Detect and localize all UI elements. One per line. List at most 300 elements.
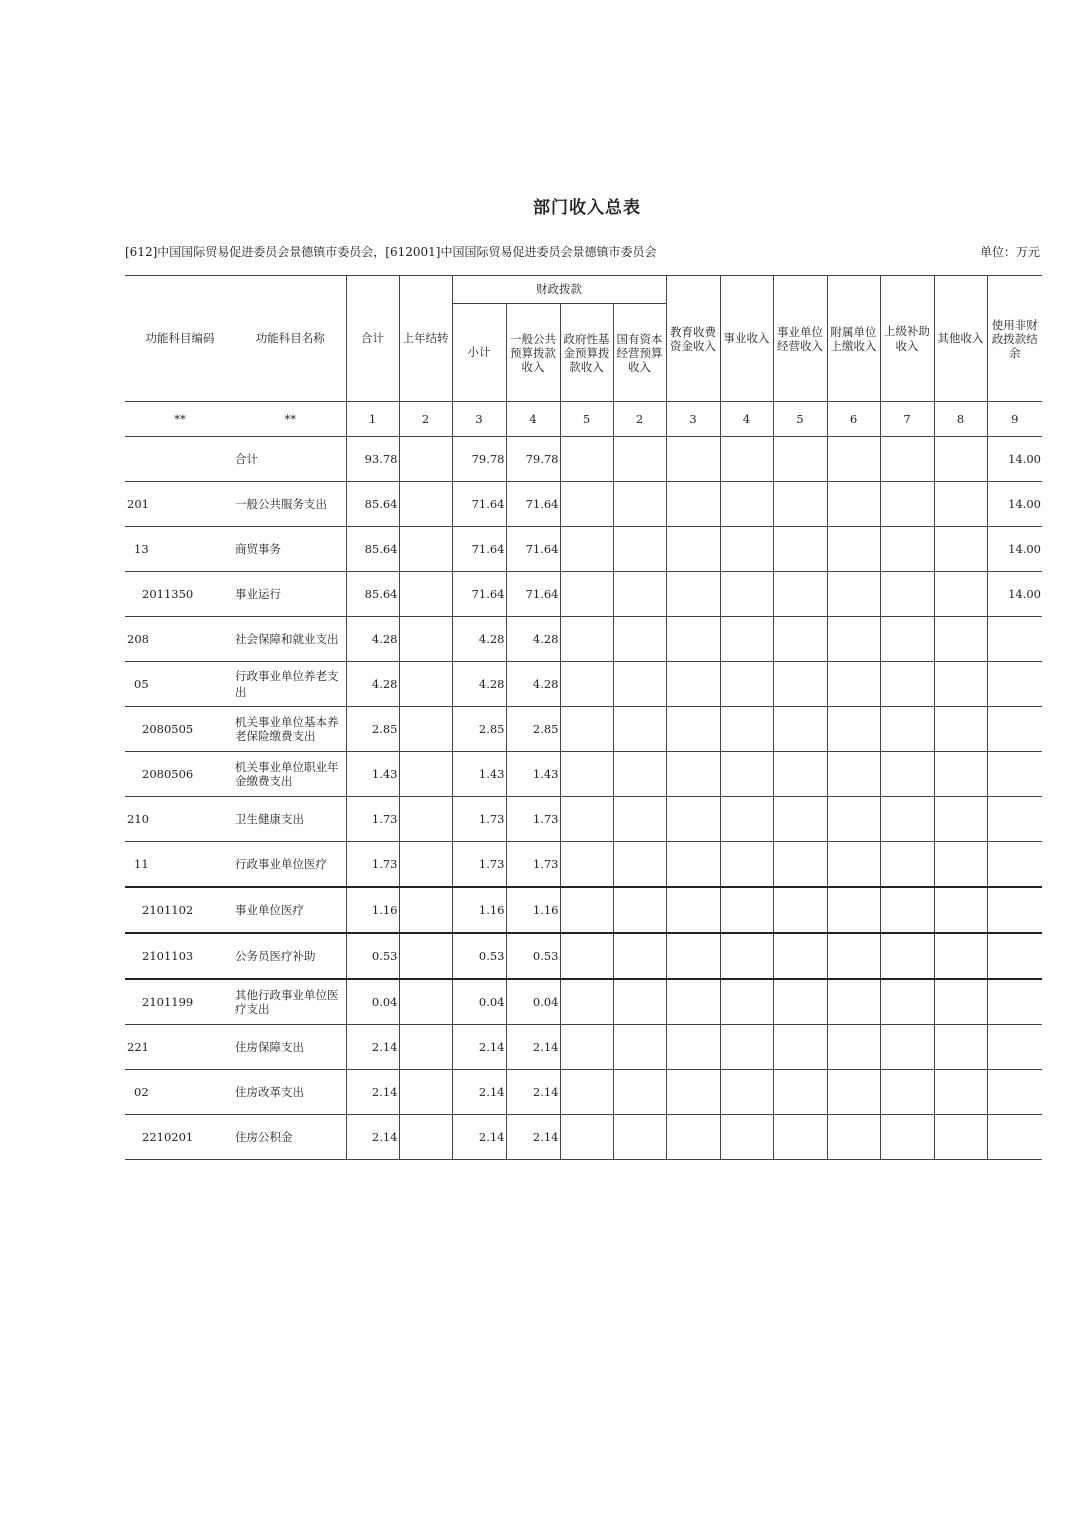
general-budget-cell-text: 1.43 bbox=[532, 767, 559, 781]
table-row bbox=[125, 752, 1042, 797]
gov-fund-cell bbox=[560, 842, 613, 888]
other-cell bbox=[934, 1070, 987, 1115]
business-income-cell bbox=[720, 1115, 773, 1160]
subtotal-cell-text: 1.16 bbox=[478, 903, 505, 917]
state-capital-cell bbox=[613, 572, 666, 617]
subordinate-cell bbox=[827, 437, 880, 482]
page-title: 部门收入总表 bbox=[533, 198, 641, 218]
name-cell-text: 机关事业单位基本养老保险缴费支出 bbox=[235, 715, 339, 743]
edu-fee-cell bbox=[666, 752, 720, 797]
general-budget-cell bbox=[506, 797, 560, 842]
header-general-budget bbox=[506, 304, 560, 402]
general-budget-cell bbox=[506, 887, 560, 933]
code-cell-text: 2011350 bbox=[142, 587, 194, 601]
carryover-cell bbox=[399, 842, 452, 888]
header-superior-subsidy: 上级补助收入 bbox=[880, 276, 934, 402]
general-budget-cell bbox=[506, 1115, 560, 1160]
general-budget-cell-text: 79.78 bbox=[525, 452, 559, 466]
header-edu-fee bbox=[666, 276, 720, 402]
header-subtotal: 小计 bbox=[452, 304, 506, 402]
business-income-cell bbox=[720, 572, 773, 617]
code-cell-text: 05 bbox=[134, 677, 149, 691]
carryover-cell bbox=[399, 707, 452, 752]
general-budget-cell-text: 4.28 bbox=[532, 677, 559, 691]
general-budget-cell bbox=[506, 617, 560, 662]
business-income-cell bbox=[720, 662, 773, 707]
carryover-cell bbox=[399, 797, 452, 842]
name-cell-text: 事业运行 bbox=[235, 587, 281, 601]
superior-subsidy-cell bbox=[880, 527, 934, 572]
name-cell bbox=[235, 933, 346, 979]
name-cell bbox=[235, 707, 346, 752]
subordinate-cell bbox=[827, 1070, 880, 1115]
data-rows bbox=[125, 437, 1042, 1160]
subordinate-cell bbox=[827, 662, 880, 707]
balance-cell bbox=[987, 662, 1042, 707]
header-total: 合计 bbox=[346, 276, 399, 402]
subtotal-cell-text: 2.85 bbox=[478, 722, 505, 736]
other-cell bbox=[934, 527, 987, 572]
business-operation-cell bbox=[773, 662, 827, 707]
business-operation-cell bbox=[773, 437, 827, 482]
code-cell bbox=[125, 572, 235, 617]
carryover-cell bbox=[399, 1070, 452, 1115]
index-cell: 4 bbox=[506, 402, 560, 437]
business-operation-cell bbox=[773, 527, 827, 572]
header-business-operation bbox=[773, 276, 827, 402]
balance-cell bbox=[987, 707, 1042, 752]
general-budget-cell bbox=[506, 572, 560, 617]
table-row bbox=[125, 797, 1042, 842]
name-cell bbox=[235, 1115, 346, 1160]
superior-subsidy-cell bbox=[880, 1115, 934, 1160]
code-cell bbox=[125, 437, 235, 482]
carryover-cell bbox=[399, 1115, 452, 1160]
subtotal-cell bbox=[452, 437, 506, 482]
general-budget-cell bbox=[506, 527, 560, 572]
gov-fund-cell bbox=[560, 1025, 613, 1070]
superior-subsidy-cell bbox=[880, 482, 934, 527]
subtotal-cell bbox=[452, 933, 506, 979]
table-row bbox=[125, 707, 1042, 752]
subordinate-cell bbox=[827, 933, 880, 979]
carryover-cell bbox=[399, 887, 452, 933]
subtotal-cell bbox=[452, 979, 506, 1025]
business-income-cell bbox=[720, 887, 773, 933]
general-budget-cell bbox=[506, 842, 560, 888]
name-cell-text: 行政事业单位养老支出 bbox=[235, 669, 339, 699]
total-cell-text: 1.43 bbox=[371, 767, 398, 781]
subordinate-cell bbox=[827, 572, 880, 617]
carryover-cell bbox=[399, 437, 452, 482]
total-cell bbox=[346, 527, 399, 572]
header-business-income: 事业收入 bbox=[720, 276, 773, 402]
other-cell bbox=[934, 617, 987, 662]
balance-cell bbox=[987, 527, 1042, 572]
total-cell-text: 1.73 bbox=[371, 812, 398, 826]
header-non-fiscal-balance bbox=[987, 276, 1042, 402]
state-capital-cell bbox=[613, 482, 666, 527]
code-cell-text: 2101102 bbox=[142, 903, 194, 917]
subtotal-cell-text: 71.64 bbox=[471, 497, 505, 511]
business-income-cell bbox=[720, 752, 773, 797]
superior-subsidy-cell bbox=[880, 797, 934, 842]
index-cell: 2 bbox=[399, 402, 452, 437]
table-row bbox=[125, 527, 1042, 572]
business-operation-cell bbox=[773, 617, 827, 662]
balance-cell-text: 14.00 bbox=[1008, 497, 1041, 511]
edu-fee-cell bbox=[666, 1115, 720, 1160]
edu-fee-cell bbox=[666, 797, 720, 842]
index-cell: 9 bbox=[987, 402, 1042, 437]
header-general-budget-text: 一般公共预算拨款收入 bbox=[510, 331, 556, 374]
other-cell bbox=[934, 482, 987, 527]
name-cell bbox=[235, 1025, 346, 1070]
balance-cell bbox=[987, 797, 1042, 842]
subordinate-cell bbox=[827, 1115, 880, 1160]
code-cell-text: 11 bbox=[134, 857, 149, 871]
total-cell bbox=[346, 662, 399, 707]
subordinate-cell bbox=[827, 887, 880, 933]
name-cell-text: 住房保障支出 bbox=[235, 1040, 304, 1054]
business-operation-cell bbox=[773, 797, 827, 842]
general-budget-cell-text: 1.73 bbox=[532, 812, 559, 826]
general-budget-cell bbox=[506, 1025, 560, 1070]
superior-subsidy-cell bbox=[880, 752, 934, 797]
edu-fee-cell bbox=[666, 979, 720, 1025]
index-cell: 6 bbox=[827, 402, 880, 437]
code-cell bbox=[125, 933, 235, 979]
index-cell: 5 bbox=[773, 402, 827, 437]
name-cell-text: 合计 bbox=[235, 452, 258, 466]
state-capital-cell bbox=[613, 887, 666, 933]
subtotal-cell-text: 0.53 bbox=[478, 949, 505, 963]
business-income-cell bbox=[720, 482, 773, 527]
header-other: 其他收入 bbox=[934, 276, 987, 402]
subordinate-cell bbox=[827, 752, 880, 797]
business-income-cell bbox=[720, 1070, 773, 1115]
state-capital-cell bbox=[613, 752, 666, 797]
other-cell bbox=[934, 887, 987, 933]
subtotal-cell bbox=[452, 1115, 506, 1160]
income-summary-table bbox=[125, 275, 1042, 1160]
header-business-operation-text: 事业单位经营收入 bbox=[777, 324, 823, 353]
code-cell-text: 221 bbox=[127, 1040, 149, 1054]
superior-subsidy-cell bbox=[880, 933, 934, 979]
business-income-cell bbox=[720, 979, 773, 1025]
name-cell bbox=[235, 572, 346, 617]
state-capital-cell bbox=[613, 1070, 666, 1115]
general-budget-cell bbox=[506, 707, 560, 752]
carryover-cell bbox=[399, 527, 452, 572]
balance-cell bbox=[987, 933, 1042, 979]
state-capital-cell bbox=[613, 933, 666, 979]
business-operation-cell bbox=[773, 482, 827, 527]
total-cell-text: 2.14 bbox=[371, 1040, 398, 1054]
index-cell: 5 bbox=[560, 402, 613, 437]
header-state-capital bbox=[613, 304, 666, 402]
carryover-cell bbox=[399, 572, 452, 617]
subordinate-cell bbox=[827, 1025, 880, 1070]
total-cell-text: 0.53 bbox=[371, 949, 398, 963]
subtotal-cell bbox=[452, 797, 506, 842]
other-cell bbox=[934, 437, 987, 482]
name-cell bbox=[235, 887, 346, 933]
general-budget-cell-text: 2.14 bbox=[532, 1085, 559, 1099]
general-budget-cell-text: 4.28 bbox=[532, 632, 559, 646]
gov-fund-cell bbox=[560, 797, 613, 842]
gov-fund-cell bbox=[560, 617, 613, 662]
other-cell bbox=[934, 752, 987, 797]
name-cell-text: 行政事业单位医疗 bbox=[235, 857, 327, 871]
total-cell bbox=[346, 437, 399, 482]
gov-fund-cell bbox=[560, 979, 613, 1025]
total-cell-text: 93.78 bbox=[364, 452, 398, 466]
index-cell: 4 bbox=[720, 402, 773, 437]
carryover-cell bbox=[399, 482, 452, 527]
business-income-cell bbox=[720, 437, 773, 482]
business-operation-cell bbox=[773, 1070, 827, 1115]
total-cell bbox=[346, 707, 399, 752]
business-income-cell bbox=[720, 933, 773, 979]
general-budget-cell-text: 71.64 bbox=[525, 497, 559, 511]
gov-fund-cell bbox=[560, 887, 613, 933]
general-budget-cell-text: 0.53 bbox=[532, 949, 559, 963]
state-capital-cell bbox=[613, 437, 666, 482]
edu-fee-cell bbox=[666, 527, 720, 572]
table-row bbox=[125, 842, 1042, 888]
edu-fee-cell bbox=[666, 842, 720, 888]
total-cell-text: 0.04 bbox=[371, 995, 398, 1009]
superior-subsidy-cell bbox=[880, 1025, 934, 1070]
table-row bbox=[125, 572, 1042, 617]
subtotal-cell bbox=[452, 482, 506, 527]
index-cell: ** bbox=[125, 402, 235, 437]
total-cell bbox=[346, 1025, 399, 1070]
total-cell bbox=[346, 1070, 399, 1115]
code-cell bbox=[125, 527, 235, 572]
header-edu-fee-text: 教育收费资金收入 bbox=[670, 324, 716, 353]
business-income-cell bbox=[720, 842, 773, 888]
total-cell bbox=[346, 572, 399, 617]
state-capital-cell bbox=[613, 662, 666, 707]
code-cell-text: 2080506 bbox=[142, 767, 194, 781]
subordinate-cell bbox=[827, 617, 880, 662]
total-cell-text: 2.14 bbox=[371, 1085, 398, 1099]
subtotal-cell-text: 2.14 bbox=[478, 1130, 505, 1144]
other-cell bbox=[934, 662, 987, 707]
general-budget-cell-text: 1.73 bbox=[532, 857, 559, 871]
name-cell bbox=[235, 752, 346, 797]
subordinate-cell bbox=[827, 979, 880, 1025]
subtotal-cell bbox=[452, 572, 506, 617]
name-cell bbox=[235, 797, 346, 842]
carryover-cell bbox=[399, 1025, 452, 1070]
balance-cell bbox=[987, 887, 1042, 933]
edu-fee-cell bbox=[666, 437, 720, 482]
state-capital-cell bbox=[613, 1025, 666, 1070]
gov-fund-cell bbox=[560, 482, 613, 527]
gov-fund-cell bbox=[560, 933, 613, 979]
balance-cell-text: 14.00 bbox=[1008, 587, 1041, 601]
gov-fund-cell bbox=[560, 707, 613, 752]
subtotal-cell-text: 1.43 bbox=[478, 767, 505, 781]
edu-fee-cell bbox=[666, 1070, 720, 1115]
header-name: 功能科目名称 bbox=[235, 276, 346, 402]
balance-cell bbox=[987, 752, 1042, 797]
carryover-cell bbox=[399, 933, 452, 979]
superior-subsidy-cell bbox=[880, 437, 934, 482]
state-capital-cell bbox=[613, 617, 666, 662]
total-cell bbox=[346, 887, 399, 933]
superior-subsidy-cell bbox=[880, 707, 934, 752]
table-row bbox=[125, 437, 1042, 482]
subtotal-cell bbox=[452, 1070, 506, 1115]
general-budget-cell bbox=[506, 437, 560, 482]
name-cell-text: 商贸事务 bbox=[235, 542, 281, 556]
business-operation-cell bbox=[773, 979, 827, 1025]
table-row bbox=[125, 662, 1042, 707]
edu-fee-cell bbox=[666, 572, 720, 617]
subtotal-cell bbox=[452, 662, 506, 707]
table-row bbox=[125, 1070, 1042, 1115]
state-capital-cell bbox=[613, 979, 666, 1025]
total-cell-text: 2.14 bbox=[371, 1130, 398, 1144]
table-row bbox=[125, 617, 1042, 662]
edu-fee-cell bbox=[666, 933, 720, 979]
name-cell bbox=[235, 437, 346, 482]
business-income-cell bbox=[720, 1025, 773, 1070]
balance-cell bbox=[987, 572, 1042, 617]
total-cell-text: 85.64 bbox=[364, 542, 398, 556]
balance-cell bbox=[987, 1115, 1042, 1160]
total-cell bbox=[346, 752, 399, 797]
name-cell bbox=[235, 662, 346, 707]
superior-subsidy-cell bbox=[880, 662, 934, 707]
subtotal-cell bbox=[452, 527, 506, 572]
subtotal-cell bbox=[452, 752, 506, 797]
gov-fund-cell bbox=[560, 1115, 613, 1160]
carryover-cell bbox=[399, 617, 452, 662]
table-row bbox=[125, 1025, 1042, 1070]
edu-fee-cell bbox=[666, 887, 720, 933]
index-cell: 7 bbox=[880, 402, 934, 437]
superior-subsidy-cell bbox=[880, 842, 934, 888]
other-cell bbox=[934, 1115, 987, 1160]
balance-cell bbox=[987, 617, 1042, 662]
business-income-cell bbox=[720, 707, 773, 752]
gov-fund-cell bbox=[560, 662, 613, 707]
balance-cell-text: 14.00 bbox=[1008, 452, 1041, 466]
name-cell bbox=[235, 979, 346, 1025]
gov-fund-cell bbox=[560, 437, 613, 482]
edu-fee-cell bbox=[666, 1025, 720, 1070]
name-cell-text: 机关事业单位职业年金缴费支出 bbox=[235, 760, 339, 788]
name-cell-text: 一般公共服务支出 bbox=[235, 497, 327, 511]
name-cell-text: 住房改革支出 bbox=[235, 1085, 304, 1099]
header-subordinate-text: 附属单位上缴收入 bbox=[830, 324, 877, 353]
table-row bbox=[125, 1115, 1042, 1160]
subtotal-cell-text: 0.04 bbox=[478, 995, 505, 1009]
general-budget-cell-text: 2.14 bbox=[532, 1040, 559, 1054]
name-cell-text: 卫生健康支出 bbox=[235, 812, 304, 826]
table-row bbox=[125, 979, 1042, 1025]
business-operation-cell bbox=[773, 1115, 827, 1160]
name-cell bbox=[235, 527, 346, 572]
name-cell-text: 其他行政事业单位医疗支出 bbox=[235, 988, 339, 1016]
edu-fee-cell bbox=[666, 662, 720, 707]
header-subordinate bbox=[827, 276, 880, 402]
state-capital-cell bbox=[613, 797, 666, 842]
index-cell: 3 bbox=[666, 402, 720, 437]
subordinate-cell bbox=[827, 482, 880, 527]
general-budget-cell-text: 71.64 bbox=[525, 542, 559, 556]
gov-fund-cell bbox=[560, 752, 613, 797]
code-cell bbox=[125, 1115, 235, 1160]
balance-cell bbox=[987, 482, 1042, 527]
subtotal-cell-text: 2.14 bbox=[478, 1040, 505, 1054]
total-cell-text: 4.28 bbox=[371, 677, 398, 691]
other-cell bbox=[934, 933, 987, 979]
total-cell-text: 1.73 bbox=[371, 857, 398, 871]
code-cell-text: 13 bbox=[134, 542, 149, 556]
business-operation-cell bbox=[773, 842, 827, 888]
subtotal-cell-text: 2.14 bbox=[478, 1085, 505, 1099]
table-row bbox=[125, 933, 1042, 979]
business-operation-cell bbox=[773, 887, 827, 933]
header-fiscal: 财政拨款 bbox=[452, 276, 666, 304]
general-budget-cell bbox=[506, 1070, 560, 1115]
code-cell-text: 210 bbox=[127, 812, 149, 826]
subordinate-cell bbox=[827, 527, 880, 572]
subtotal-cell-text: 4.28 bbox=[478, 632, 505, 646]
header-non-fiscal-balance-text: 使用非财政拨款结余 bbox=[991, 317, 1038, 360]
edu-fee-cell bbox=[666, 482, 720, 527]
carryover-cell bbox=[399, 752, 452, 797]
state-capital-cell bbox=[613, 707, 666, 752]
code-cell bbox=[125, 617, 235, 662]
total-cell bbox=[346, 842, 399, 888]
header-gov-fund-text: 政府性基金预算拨款收入 bbox=[563, 331, 610, 374]
subtotal-cell bbox=[452, 707, 506, 752]
balance-cell bbox=[987, 842, 1042, 888]
subtotal-cell-text: 4.28 bbox=[478, 677, 505, 691]
other-cell bbox=[934, 842, 987, 888]
business-operation-cell bbox=[773, 572, 827, 617]
name-cell bbox=[235, 842, 346, 888]
total-cell bbox=[346, 617, 399, 662]
carryover-cell bbox=[399, 662, 452, 707]
other-cell bbox=[934, 797, 987, 842]
gov-fund-cell bbox=[560, 572, 613, 617]
name-cell bbox=[235, 482, 346, 527]
code-cell bbox=[125, 842, 235, 888]
balance-cell bbox=[987, 979, 1042, 1025]
name-cell-text: 事业单位医疗 bbox=[235, 903, 304, 917]
balance-cell-text: 14.00 bbox=[1008, 542, 1041, 556]
superior-subsidy-cell bbox=[880, 572, 934, 617]
subordinate-cell bbox=[827, 842, 880, 888]
gov-fund-cell bbox=[560, 1070, 613, 1115]
index-cell: ** bbox=[235, 402, 346, 437]
total-cell bbox=[346, 933, 399, 979]
other-cell bbox=[934, 979, 987, 1025]
state-capital-cell bbox=[613, 527, 666, 572]
balance-cell bbox=[987, 1025, 1042, 1070]
business-income-cell bbox=[720, 527, 773, 572]
subordinate-cell bbox=[827, 797, 880, 842]
name-cell bbox=[235, 1070, 346, 1115]
